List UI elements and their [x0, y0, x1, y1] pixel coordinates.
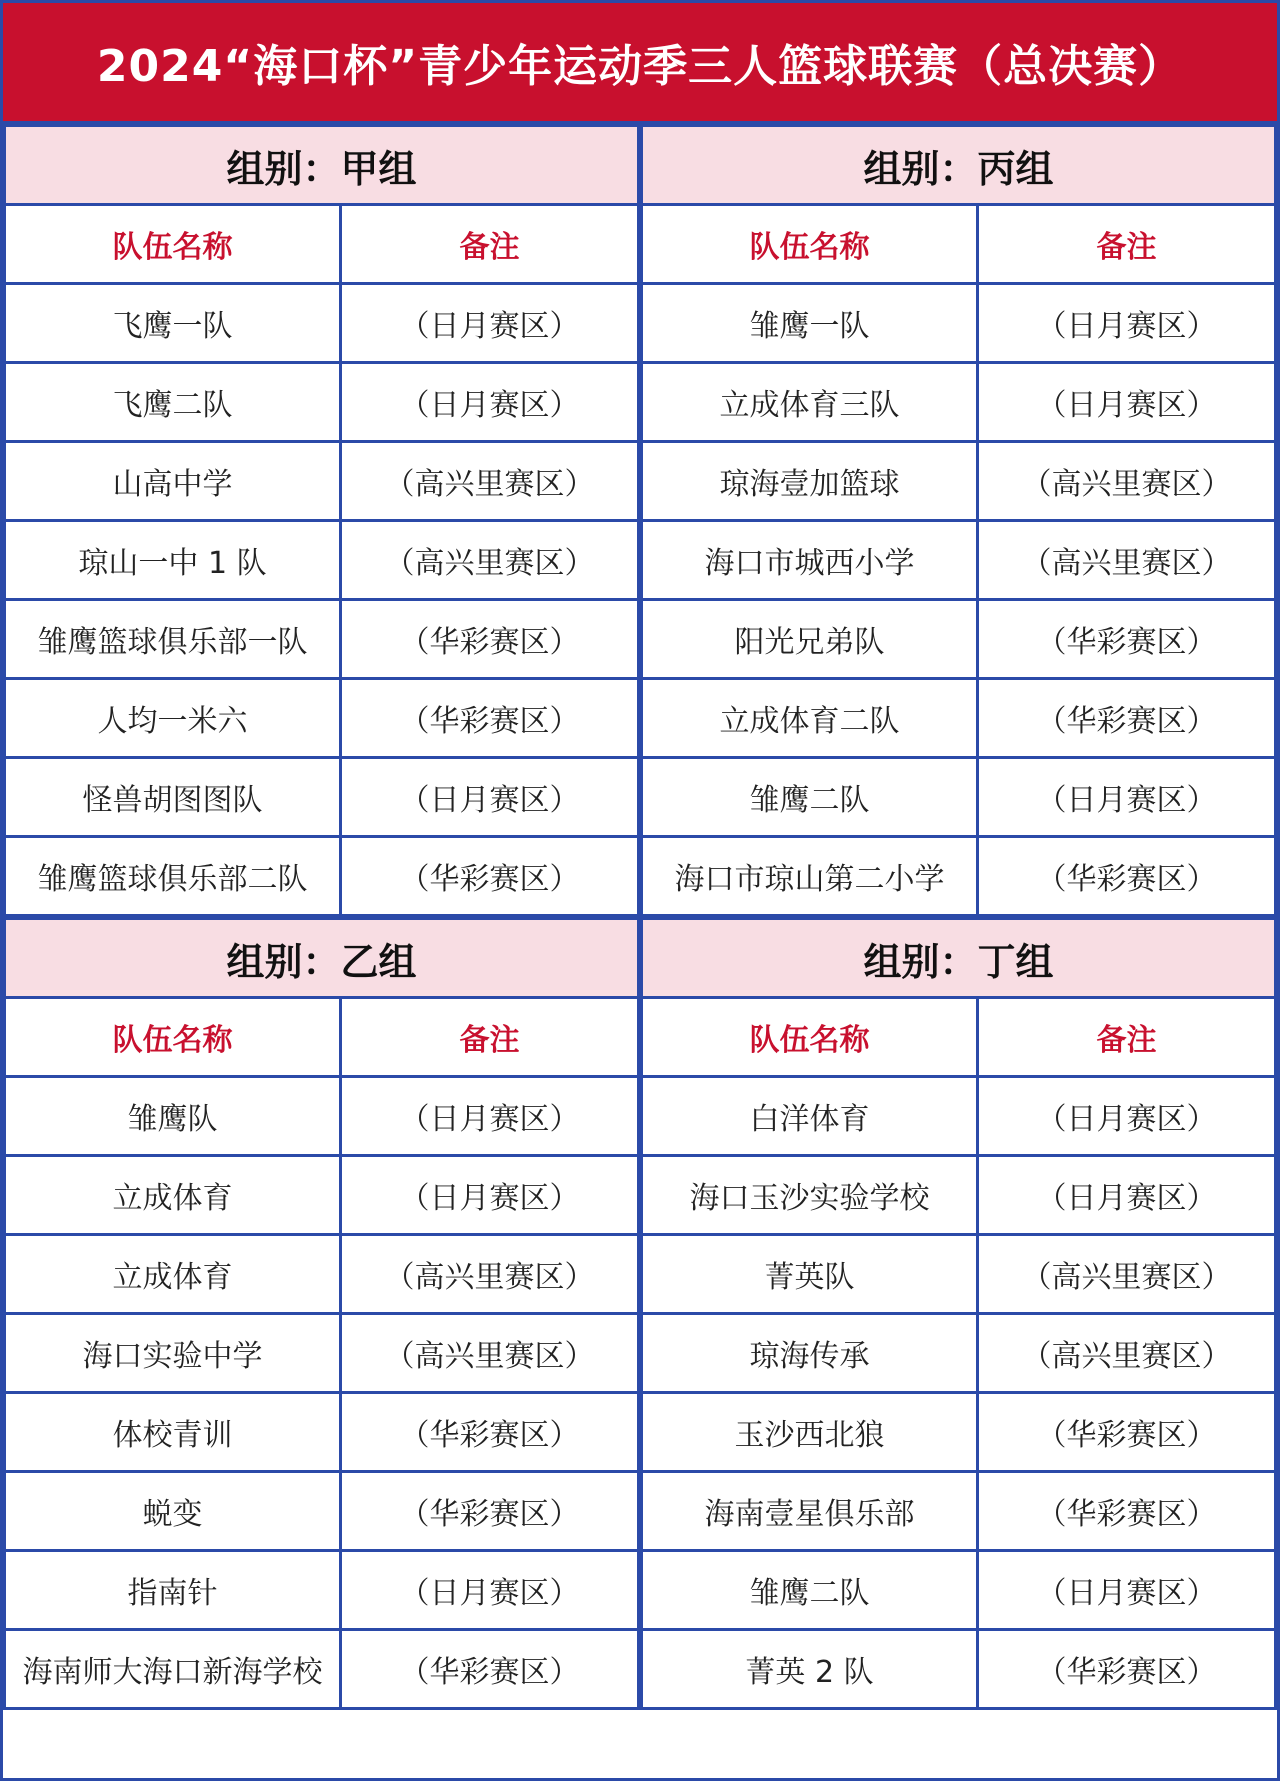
- team-name-cell: 立成体育: [5, 1235, 341, 1314]
- table-row: [642, 679, 1276, 758]
- note-cell: （高兴里赛区）: [341, 442, 639, 521]
- note-cell: （高兴里赛区）: [978, 1235, 1276, 1314]
- group-block: [3, 124, 640, 917]
- note-cell: （日月赛区）: [341, 284, 639, 363]
- note-cell: （华彩赛区）: [978, 1630, 1276, 1709]
- team-name-cell: 立成体育二队: [642, 679, 978, 758]
- team-name-cell: 指南针: [5, 1551, 341, 1630]
- team-name-cell: 体校青训: [5, 1393, 341, 1472]
- team-name-cell: 菁英队: [642, 1235, 978, 1314]
- team-name-cell: 海南壹星俱乐部: [642, 1472, 978, 1551]
- table-row: [5, 1393, 639, 1472]
- note-cell: （日月赛区）: [978, 1551, 1276, 1630]
- note-cell: （日月赛区）: [341, 1077, 639, 1156]
- team-name-cell: 雏鹰队: [5, 1077, 341, 1156]
- note-cell: （高兴里赛区）: [341, 1235, 639, 1314]
- note-cell: （华彩赛区）: [341, 1393, 639, 1472]
- table-row: [642, 521, 1276, 600]
- column-header-team: 队伍名称: [642, 998, 978, 1077]
- table-row: [642, 1630, 1276, 1709]
- groups-grid: [3, 124, 1277, 1710]
- team-name-cell: 山高中学: [5, 442, 341, 521]
- table-row: [642, 758, 1276, 837]
- note-cell: （日月赛区）: [978, 758, 1276, 837]
- team-name-cell: 琼海壹加篮球: [642, 442, 978, 521]
- column-header-note: 备注: [341, 205, 639, 284]
- team-name-cell: 白洋体育: [642, 1077, 978, 1156]
- team-name-cell: 琼山一中 1 队: [5, 521, 341, 600]
- group-title: 组别：丁组: [642, 919, 1276, 998]
- group-table: [3, 124, 640, 917]
- note-cell: （华彩赛区）: [978, 600, 1276, 679]
- team-name-cell: 雏鹰篮球俱乐部二队: [5, 837, 341, 916]
- note-cell: （华彩赛区）: [978, 679, 1276, 758]
- table-row: [642, 1156, 1276, 1235]
- note-cell: （华彩赛区）: [341, 679, 639, 758]
- table-row: [5, 442, 639, 521]
- team-name-cell: 阳光兄弟队: [642, 600, 978, 679]
- team-name-cell: 雏鹰二队: [642, 758, 978, 837]
- team-name-cell: 玉沙西北狼: [642, 1393, 978, 1472]
- table-row: [5, 679, 639, 758]
- table-row: [5, 1630, 639, 1709]
- note-cell: （华彩赛区）: [341, 1630, 639, 1709]
- column-header-team: 队伍名称: [5, 205, 341, 284]
- note-cell: （日月赛区）: [978, 284, 1276, 363]
- team-name-cell: 飞鹰一队: [5, 284, 341, 363]
- table-row: [642, 1235, 1276, 1314]
- group-table: [3, 917, 640, 1710]
- team-name-cell: 海口市城西小学: [642, 521, 978, 600]
- table-row: [642, 600, 1276, 679]
- team-name-cell: 海口实验中学: [5, 1314, 341, 1393]
- note-cell: （高兴里赛区）: [978, 1314, 1276, 1393]
- note-cell: （华彩赛区）: [978, 1472, 1276, 1551]
- column-header-note: 备注: [978, 205, 1276, 284]
- group-title: 组别：甲组: [5, 126, 639, 205]
- table-row: [5, 1472, 639, 1551]
- team-name-cell: 菁英 2 队: [642, 1630, 978, 1709]
- team-name-cell: 海口市琼山第二小学: [642, 837, 978, 916]
- team-name-cell: 飞鹰二队: [5, 363, 341, 442]
- table-row: [642, 1472, 1276, 1551]
- team-name-cell: 琼海传承: [642, 1314, 978, 1393]
- group-table: [640, 124, 1277, 917]
- note-cell: （高兴里赛区）: [978, 521, 1276, 600]
- column-header-team: 队伍名称: [642, 205, 978, 284]
- page-title: 2024“海口杯”青少年运动季三人篮球联赛（总决赛）: [3, 3, 1277, 124]
- note-cell: （华彩赛区）: [978, 837, 1276, 916]
- group-title: 组别：丙组: [642, 126, 1276, 205]
- table-row: [642, 284, 1276, 363]
- table-row: [5, 1156, 639, 1235]
- table-row: [5, 284, 639, 363]
- team-name-cell: 蜕变: [5, 1472, 341, 1551]
- note-cell: （日月赛区）: [341, 363, 639, 442]
- note-cell: （高兴里赛区）: [341, 521, 639, 600]
- column-header-team: 队伍名称: [5, 998, 341, 1077]
- team-name-cell: 立成体育: [5, 1156, 341, 1235]
- note-cell: （日月赛区）: [341, 1551, 639, 1630]
- group-table: [640, 917, 1277, 1710]
- table-row: [642, 837, 1276, 916]
- team-name-cell: 海南师大海口新海学校: [5, 1630, 341, 1709]
- note-cell: （华彩赛区）: [341, 1472, 639, 1551]
- table-row: [5, 600, 639, 679]
- note-cell: （华彩赛区）: [341, 600, 639, 679]
- table-row: [642, 1314, 1276, 1393]
- note-cell: （华彩赛区）: [341, 837, 639, 916]
- column-header-note: 备注: [978, 998, 1276, 1077]
- group-block: [3, 917, 640, 1710]
- table-row: [5, 1235, 639, 1314]
- note-cell: （日月赛区）: [978, 1156, 1276, 1235]
- table-row: [5, 521, 639, 600]
- table-row: [5, 363, 639, 442]
- table-row: [642, 1077, 1276, 1156]
- table-row: [5, 1551, 639, 1630]
- team-name-cell: 雏鹰篮球俱乐部一队: [5, 600, 341, 679]
- team-name-cell: 立成体育三队: [642, 363, 978, 442]
- note-cell: （日月赛区）: [341, 1156, 639, 1235]
- table-row: [642, 1551, 1276, 1630]
- table-row: [642, 1393, 1276, 1472]
- table-row: [642, 442, 1276, 521]
- table-row: [5, 1314, 639, 1393]
- team-name-cell: 雏鹰二队: [642, 1551, 978, 1630]
- note-cell: （日月赛区）: [978, 363, 1276, 442]
- team-name-cell: 怪兽胡图图队: [5, 758, 341, 837]
- table-row: [642, 363, 1276, 442]
- note-cell: （日月赛区）: [341, 758, 639, 837]
- note-cell: （高兴里赛区）: [978, 442, 1276, 521]
- note-cell: （华彩赛区）: [978, 1393, 1276, 1472]
- table-row: [5, 837, 639, 916]
- group-block: [640, 917, 1277, 1710]
- group-block: [640, 124, 1277, 917]
- table-row: [5, 1077, 639, 1156]
- column-header-note: 备注: [341, 998, 639, 1077]
- table-row: [5, 758, 639, 837]
- note-cell: （高兴里赛区）: [341, 1314, 639, 1393]
- team-name-cell: 雏鹰一队: [642, 284, 978, 363]
- note-cell: （日月赛区）: [978, 1077, 1276, 1156]
- group-title: 组别：乙组: [5, 919, 639, 998]
- team-name-cell: 海口玉沙实验学校: [642, 1156, 978, 1235]
- team-name-cell: 人均一米六: [5, 679, 341, 758]
